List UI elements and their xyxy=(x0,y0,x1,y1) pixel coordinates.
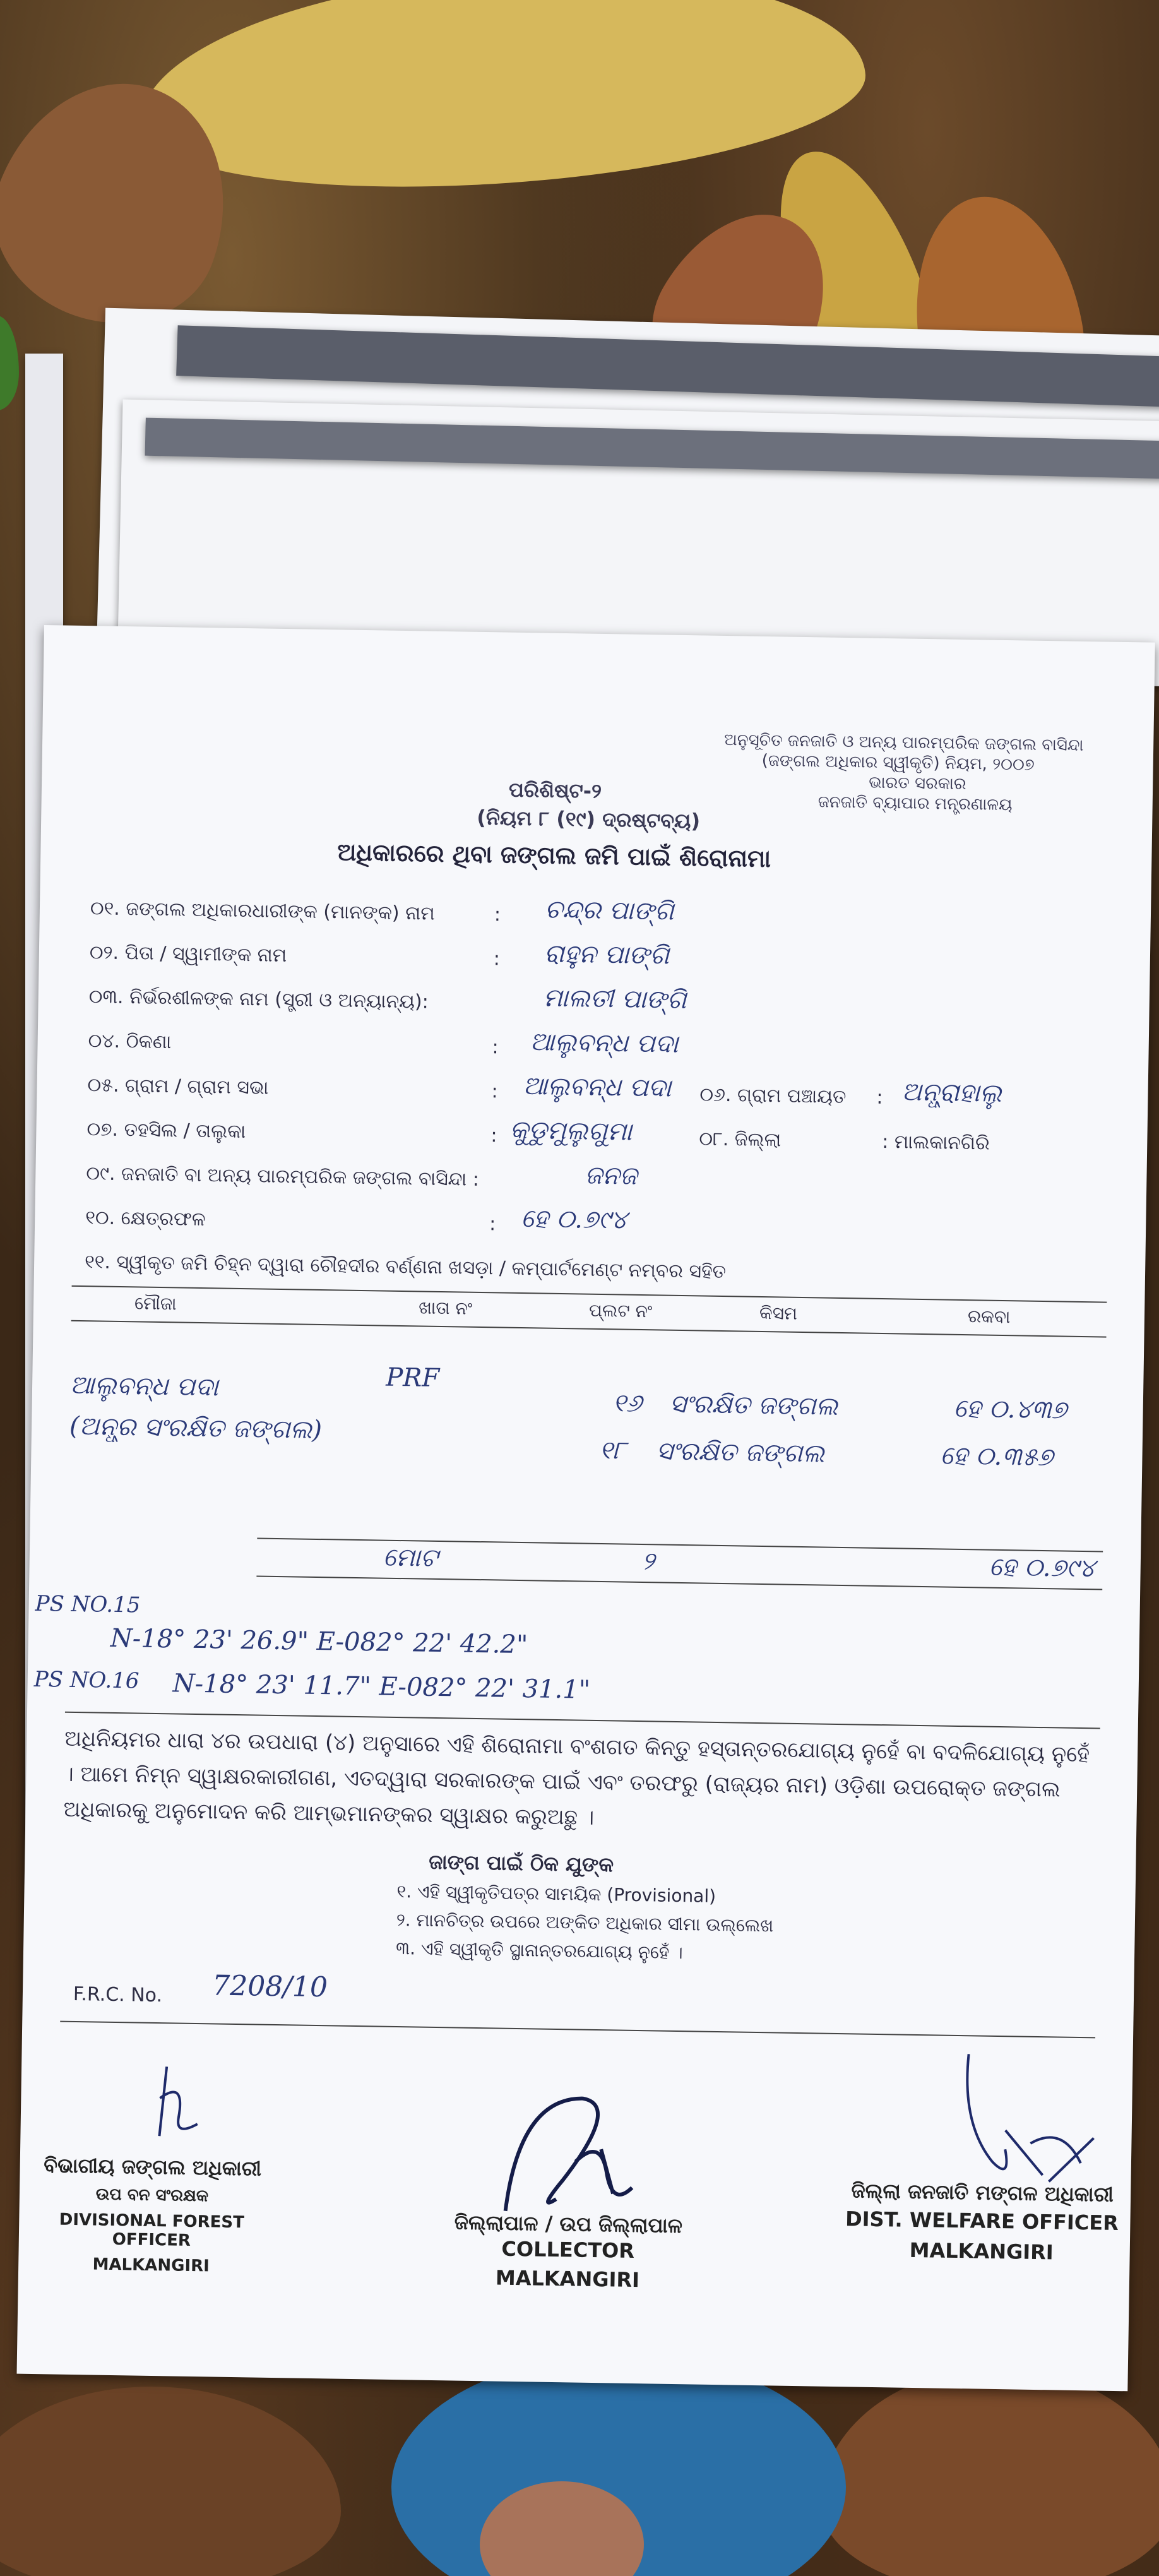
field-label: ୦୧. ଜଙ୍ଗଲ ଅଧିକାରଧାରୀଙ୍କ (ମାନଙ୍କ) ନାମ xyxy=(90,897,436,925)
field-label: ୦୪. ଠିକଣା xyxy=(88,1030,172,1054)
dry-leaf-decoration xyxy=(133,0,871,208)
table-header-rakba: ରକବା xyxy=(967,1306,1011,1328)
field-value: କୁଡୁମୁଲୁଗୁମା xyxy=(509,1115,633,1147)
signature-collector xyxy=(480,2084,658,2226)
field-label: ୧୧. ସ୍ୱୀକୃତ ଜମି ଚିହ୍ନ ଦ୍ୱାରା ଚୌହଦୀର ବର୍ଣ୍ଣନା ଖସଡ଼ା / କମ୍ପାର୍ଟମେଣ୍ଟ ନମ୍ବର ସହିତ xyxy=(84,1251,727,1284)
field-value: ହେ ୦.୭୯୪ xyxy=(520,1203,627,1235)
act-line: ଭାରତ ସରକାର xyxy=(869,773,966,794)
field-label: ୦୩. ନିର୍ଭରଶୀଳଙ୍କ ନାମ (ସ୍ତ୍ରୀ ଓ ଅନ୍ୟାନ୍ୟ): xyxy=(88,986,429,1013)
field-value: ଜନଜ xyxy=(585,1160,638,1191)
rule-label: (ନିୟମ ୮ (୧୯) ଦ୍ରଷ୍ଟବ୍ୟ) xyxy=(476,805,701,833)
signatory-odia-title: ବିଭାଗୀୟ ଜଙ୍ଗଲ ଅଧିକାରୀ xyxy=(44,2153,262,2181)
gps-coordinate: N-18° 23' 11.7" E-082° 22' 31.1" xyxy=(172,1669,591,1705)
table-cell-rakba: ହେ ୦.୪୩୭ xyxy=(953,1393,1067,1425)
frc-rule xyxy=(60,2021,1095,2039)
field-colon: : xyxy=(494,903,501,926)
field-label: ୦୫. ଗ୍ରାମ / ଗ୍ରାମ ସଭା xyxy=(87,1074,269,1099)
field-colon: : xyxy=(492,1036,499,1059)
total-bottom-rule xyxy=(256,1575,1102,1590)
table-header-plot: ପ୍ଲଟ ନଂ xyxy=(588,1299,653,1322)
field-label: ୦୭. ତହସିଲ / ତାଲୁକା xyxy=(86,1118,246,1143)
declaration-text: ଅଧିନିୟମର ଧାରା ୪ର ଉପଧାରା (୪) ଅନୁସାରେ ଏହି ଶିରୋନାମା ବଂଶଗତ କିନ୍ତୁ ହସ୍ତାନ୍ତରଯୋଗ୍ୟ ନୁହେଁ ବା ବଦଳିଯୋଗ୍ୟ ନୁହେଁ । ଆମେ ନିମ୍ନ ସ୍ୱାକ୍ଷରକାରୀଗଣ, ଏତଦ୍ୱାରା ସରକାରଙ୍କ ପାଇଁ ଏବଂ ତରଫରୁ (ରାଜ୍ୟର ନାମ) ଓଡ଼ିଶା ଉପରୋକ୍ତ ଜଙ୍ଗଲ ଅଧିକାରକୁ ଅନୁମୋଦନ କରି ଆମ୍ଭମାନଙ୍କର ସ୍ୱାକ୍ଷର କରୁଅଛୁ । xyxy=(63,1726,1090,1830)
district-value: : ମାଲକାନଗିରି xyxy=(882,1130,990,1155)
total-count: ୨ xyxy=(641,1547,655,1577)
field-value: ଆଲୁବନ୍ଧ ପଦା xyxy=(523,1071,672,1103)
signatory-place: MALKANGIRI xyxy=(92,2255,210,2276)
table-cell-kisam: ସଂରକ୍ଷିତ ଜଙ୍ଗଲ xyxy=(656,1436,825,1469)
table-cell-khata: PRF xyxy=(385,1363,440,1393)
notes-stamp: ଜାଙ୍ଗ ପାଇଁ ଠିକ ଯୁଙ୍କ xyxy=(429,1849,614,1877)
field-value: ରାହୁନ ପାଙ୍ଗି xyxy=(544,939,670,970)
table-header-khata: ଖାତା ନଂ xyxy=(418,1297,473,1319)
field-label: ୧୦. କ୍ଷେତ୍ରଫଳ xyxy=(85,1207,206,1231)
table-cell-mouza: ଆଲୁବନ୍ଧ ପଦା xyxy=(69,1370,219,1402)
field-label: ୦୬. ଗ୍ରାମ ପଞ୍ଚାୟତ xyxy=(699,1083,847,1109)
total-area: ହେ ୦.୭୯୪ xyxy=(989,1552,1095,1583)
signatory-odia-subtitle: ଉପ ବନ ସଂରକ୍ଷକ xyxy=(95,2185,209,2206)
act-line: ଜନଜାତି ବ୍ୟାପାର ମନ୍ତ୍ରଣାଳୟ xyxy=(817,792,1013,815)
field-colon: : xyxy=(491,1080,498,1103)
dry-leaf-decoration xyxy=(0,2387,341,2576)
field-value: ଅନ୍ଧ୍ରାହାଲୁ xyxy=(901,1077,1002,1108)
gps-label: PS NO.15 xyxy=(35,1590,141,1618)
field-value: ମାଲତୀ ପାଙ୍ଗି xyxy=(543,983,687,1015)
table-cell-kisam: ସଂରକ୍ଷିତ ଜଙ୍ଗଲ xyxy=(669,1389,838,1421)
signatory-dwo xyxy=(833,2178,1131,2265)
field-colon: : xyxy=(876,1086,883,1109)
signatory-english-title: COLLECTOR xyxy=(501,2236,635,2263)
field-label: ୦୯. ଜନଜାତି ବା ଅନ୍ୟ ପାରମ୍ପରିକ ଜଙ୍ଗଲ ବାସିନ୍ଦା : xyxy=(86,1162,480,1191)
signatory-dfo xyxy=(18,2153,285,2277)
total-label: ମୋଟ xyxy=(383,1542,439,1573)
field-colon: : xyxy=(490,1124,497,1147)
note-line: ୧. ଏହି ସ୍ୱୀକୃତିପତ୍ର ସାମୟିକ (Provisional) xyxy=(396,1881,716,1907)
signature-dfo xyxy=(140,2060,217,2150)
signatory-english-title: DIST. WELFARE OFFICER xyxy=(845,2207,1119,2236)
gps-coordinate: N-18° 23' 26.9" E-082° 22' 42.2" xyxy=(110,1623,528,1660)
frc-label: F.R.C. No. xyxy=(73,1983,163,2007)
schedule-label: ପରିଶିଷ୍ଟ-୨ xyxy=(508,777,602,803)
signatory-odia-title: ଜିଲ୍ଲାପାଳ / ଉପ ଜିଲ୍ଲାପାଳ xyxy=(454,2210,683,2238)
signatory-collector xyxy=(422,2210,714,2293)
field-value: ଚନ୍ଦ୍ର ପାଙ୍ଗି xyxy=(544,895,674,926)
table-cell-plot: ୧୮ xyxy=(599,1435,626,1465)
field-label: ୦୮. ଜିଲ୍ଲା xyxy=(699,1128,782,1152)
table-header-rule xyxy=(71,1320,1107,1338)
table-cell-rakba: ହେ ୦.୩୫୭ xyxy=(940,1441,1054,1472)
signature-dwo xyxy=(954,2048,1108,2202)
table-cell-mouza: (ଅନ୍ଧ୍ର ସଂରକ୍ଷିତ ଜଙ୍ଗଲ) xyxy=(69,1411,323,1445)
table-header-mouza: ମୌଜା xyxy=(134,1292,177,1315)
title-document xyxy=(16,625,1155,2391)
frc-number: 7208/10 xyxy=(211,1969,328,2004)
table-header-kisam: କିସମ xyxy=(759,1302,798,1324)
table-cell-plot: ୧୬ xyxy=(612,1388,643,1419)
field-colon: : xyxy=(489,1213,496,1236)
document-title: ଅଧିକାରରେ ଥିବା ଜଙ୍ଗଲ ଜମି ପାଇଁ ଶିରୋନାମା xyxy=(337,838,771,873)
gps-label: PS NO.16 xyxy=(33,1666,140,1694)
signatory-place: MALKANGIRI xyxy=(909,2238,1054,2265)
field-colon: : xyxy=(493,948,501,970)
signatory-place: MALKANGIRI xyxy=(495,2265,640,2293)
signatory-odia-title: ଜିଲ୍ଲା ଜନଜାତି ମଙ୍ଗଳ ଅଧିକାରୀ xyxy=(851,2178,1114,2207)
act-line: (ଜଙ୍ଗଲ ଅଧିକାର ସ୍ୱୀକୃତି) ନିୟମ, ୨୦୦୭ xyxy=(761,751,1035,775)
dry-leaf-decoration xyxy=(821,2368,1159,2576)
act-line: ଅନୁସୂଚିତ ଜନଜାତି ଓ ଅନ୍ୟ ପାରମ୍ପରିକ ଜଙ୍ଗଲ ବାସିନ୍ଦା xyxy=(724,730,1084,755)
note-line: ୨. ମାନଚିତ୍ର ଉପରେ ଅଙ୍କିତ ଅଧିକାର ସୀମା ଉଲ୍ଲେଖ xyxy=(396,1909,774,1936)
field-label: ୦୨. ପିତା / ସ୍ୱାମୀଙ୍କ ନାମ xyxy=(89,941,287,967)
field-value: ଆଲୁବନ୍ଧ ପଦା xyxy=(530,1027,679,1059)
signatory-english-title: DIVISIONAL FOREST OFFICER xyxy=(59,2210,245,2250)
note-line: ୩. ଏହି ସ୍ୱୀକୃତି ସ୍ଥାନାନ୍ତରଯୋଗ୍ୟ ନୁହେଁ । xyxy=(395,1938,684,1964)
dry-leaf-decoration xyxy=(0,316,19,410)
